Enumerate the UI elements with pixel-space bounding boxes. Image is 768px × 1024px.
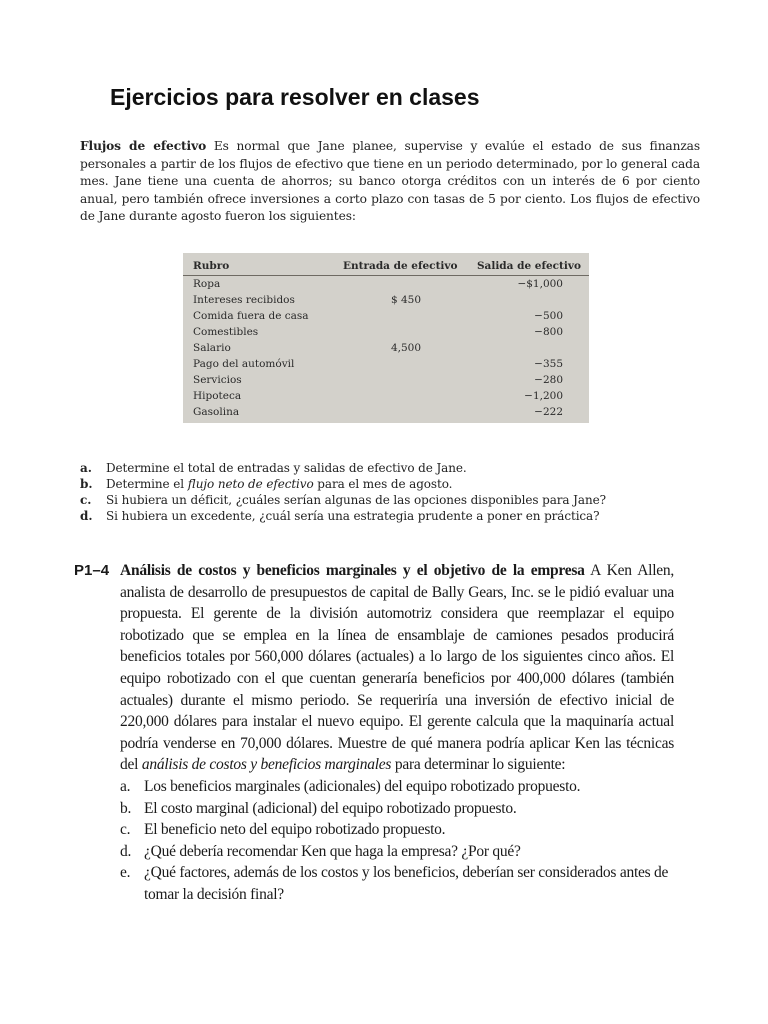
table-row bbox=[183, 342, 589, 358]
problem-label: P1–4 bbox=[74, 562, 110, 579]
row-item: Servicios bbox=[193, 374, 242, 386]
list-item bbox=[80, 476, 700, 492]
table-row bbox=[183, 358, 589, 374]
item-text: El costo marginal (adicional) del equipo robotizado propuesto. bbox=[144, 799, 517, 817]
list-item bbox=[120, 776, 674, 798]
problem-p1-4 bbox=[74, 560, 674, 906]
row-item: Ropa bbox=[193, 278, 221, 290]
row-item: Pago del automóvil bbox=[193, 358, 295, 370]
cash-flow-table bbox=[183, 253, 589, 423]
header-entrada: Entrada de efectivo bbox=[343, 260, 458, 272]
question-letter: c. bbox=[80, 493, 92, 507]
table-row bbox=[183, 294, 589, 310]
row-item: Intereses recibidos bbox=[193, 294, 295, 306]
row-outflow: −280 bbox=[534, 374, 563, 386]
table-row bbox=[183, 310, 589, 326]
row-outflow: −800 bbox=[534, 326, 563, 338]
item-letter: e. bbox=[120, 864, 131, 882]
question-text: Determine el flujo neto de efectivo para el mes de agosto. bbox=[106, 477, 453, 491]
problem-items bbox=[120, 776, 674, 906]
question-list bbox=[80, 460, 700, 524]
question-letter: a. bbox=[80, 461, 92, 475]
question-text: Determine el total de entradas y salidas de efectivo de Jane. bbox=[106, 461, 467, 475]
intro-text: Es normal que Jane planee, supervise y evalúe el estado de sus finanzas personales a partir de los flujos de efectivo que tiene en un periodo determinado, por lo general cada mes. Jane tiene una cuenta de ahorros; su banco otorga créditos con un interés de 6 por ciento anual, pero también ofrece inversiones a corto plazo con tasas de 5 por ciento. Los flujos de efectivo de Jane durante agosto fueron los siguientes: bbox=[80, 139, 700, 223]
row-item: Comestibles bbox=[193, 326, 259, 338]
row-outflow: −355 bbox=[534, 358, 563, 370]
item-letter: c. bbox=[120, 821, 131, 839]
list-item bbox=[120, 798, 674, 820]
problem-text: A Ken Allen, analista de desarrollo de presupuestos de capital de Bally Gears, Inc. se le pidió evaluar una propuesta. El gerente de la división automotriz considera que reemplazar el equipo robotizado que se emplea en la línea de ensamblaje de camiones pesados producirá beneficios totales por 560,000 dólares (actuales) a lo largo de los siguientes cinco años. El equipo robotizado con el que cuentan generaría beneficios por 400,000 dólares (también actuales) durante el mismo periodo. Se requeriría una inversión de efectivo inicial de 220,000 dólares para instalar el nuevo equipo. El gerente calcula que la maquinaría actual podría venderse en 70,000 dólares. Muestre de qué manera podría aplicar Ken las técnicas del bbox=[120, 562, 675, 774]
table-header bbox=[183, 259, 589, 276]
table-row bbox=[183, 406, 589, 422]
row-item: Salario bbox=[193, 342, 231, 354]
item-letter: a. bbox=[120, 777, 131, 795]
item-letter: b. bbox=[120, 799, 132, 817]
table-body bbox=[183, 278, 589, 422]
intro-paragraph bbox=[80, 138, 700, 226]
row-outflow: −$1,000 bbox=[517, 278, 563, 290]
row-inflow: $ 450 bbox=[390, 294, 421, 306]
list-item bbox=[80, 460, 700, 476]
problem-heading: Análisis de costos y beneficios marginales y el objetivo de la empresa bbox=[120, 562, 585, 579]
page-title: Ejercicios para resolver en clases bbox=[110, 84, 480, 110]
question-text: Si hubiera un excedente, ¿cuál sería una estrategia prudente a poner en práctica? bbox=[106, 509, 600, 523]
emphasis-text: flujo neto de efectivo bbox=[187, 477, 314, 491]
question-text: Si hubiera un déficit, ¿cuáles serían algunas de las opciones disponibles para Jane? bbox=[106, 493, 606, 507]
row-outflow: −1,200 bbox=[524, 390, 563, 402]
row-outflow: −222 bbox=[534, 406, 563, 418]
row-inflow: 4,500 bbox=[390, 342, 421, 354]
table-row bbox=[183, 374, 589, 390]
item-text: ¿Qué debería recomendar Ken que haga la empresa? ¿Por qué? bbox=[144, 842, 521, 860]
list-item bbox=[80, 492, 700, 508]
intro-lead: Flujos de efectivo bbox=[80, 139, 207, 153]
problem-emphasis: análisis de costos y beneficios marginales bbox=[141, 756, 392, 774]
table-row bbox=[183, 390, 589, 406]
header-salida: Salida de efectivo bbox=[476, 260, 581, 272]
row-item: Gasolina bbox=[193, 406, 240, 418]
header-rubro: Rubro bbox=[193, 260, 230, 272]
item-letter: d. bbox=[120, 842, 132, 860]
table-row bbox=[183, 278, 589, 294]
list-item bbox=[120, 841, 674, 863]
problem-body bbox=[120, 560, 674, 776]
question-letter: b. bbox=[80, 477, 93, 491]
question-letter: d. bbox=[80, 509, 93, 523]
row-item: Comida fuera de casa bbox=[193, 310, 309, 322]
table-row bbox=[183, 326, 589, 342]
item-text: El beneficio neto del equipo robotizado propuesto. bbox=[144, 821, 446, 839]
item-text: ¿Qué factores, además de los costos y los beneficios, deberían ser considerados antes de tomar la decisión final? bbox=[144, 864, 669, 903]
item-text: Los beneficios marginales (adicionales) del equipo robotizado propuesto. bbox=[144, 777, 581, 795]
list-item bbox=[120, 862, 674, 905]
row-outflow: −500 bbox=[534, 310, 563, 322]
problem-text-end: para determinar lo siguiente: bbox=[391, 756, 566, 774]
row-item: Hipoteca bbox=[193, 390, 242, 402]
list-item bbox=[120, 819, 674, 841]
list-item bbox=[80, 508, 700, 524]
